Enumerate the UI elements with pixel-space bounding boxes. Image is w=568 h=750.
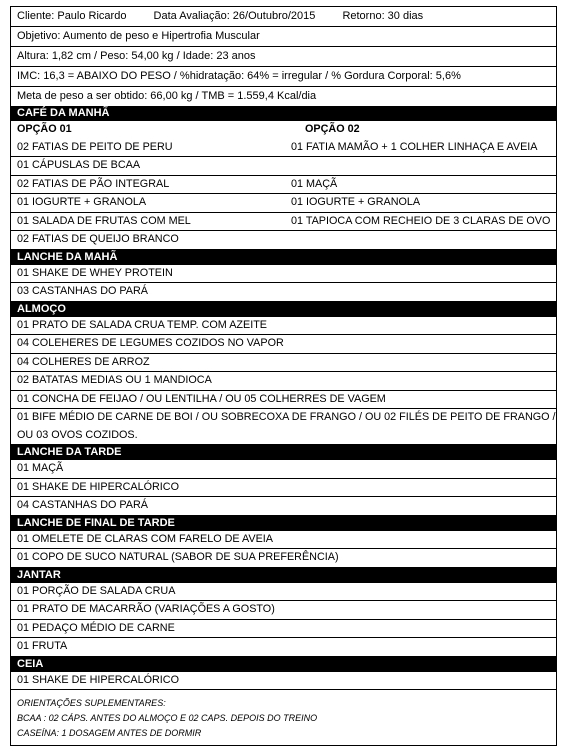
section-lanche-final-header: LANCHE DE FINAL DE TARDE — [11, 516, 556, 531]
cafe-option-2-item: 01 MAÇÃ — [291, 177, 338, 190]
section-jantar-header: JANTAR — [11, 568, 556, 583]
cafe-row — [11, 157, 556, 176]
measurements-row: Altura: 1,82 cm / Peso: 54,00 kg / Idade: 23 anos — [11, 47, 556, 67]
list-item: 03 CASTANHAS DO PARÁ — [11, 283, 556, 302]
diet-plan-frame — [10, 6, 557, 746]
imc-row: IMC: 16,3 = ABAIXO DO PESO / %hidratação: 64% = irregular / % Gordura Corporal: 5,6% — [11, 67, 556, 87]
list-item: 01 SHAKE DE HIPERCALÓRICO — [11, 479, 556, 498]
section-lanche-manha-header: LANCHE DA MAHÃ — [11, 250, 556, 265]
cafe-option-2-item: 01 FATIA MAMÃO + 1 COLHER LINHAÇA E AVEIA — [291, 140, 538, 153]
cafe-option-1-item: 01 IOGURTE + GRANOLA — [17, 196, 147, 208]
goal-row: Meta de peso a ser obtido: 66,00 kg / TMB = 1.559,4 Kcal/dia — [17, 90, 317, 102]
section-lanche-tarde-header: LANCHE DA TARDE — [11, 445, 556, 460]
option-2-label: OPÇÃO 02 — [305, 123, 360, 135]
cafe-option-1-item: 01 CÁPUSLAS DE BCAA — [17, 159, 141, 171]
list-item: 01 OMELETE DE CLARAS COM FARELO DE AVEIA — [11, 531, 556, 550]
list-item: 01 PEDAÇO MÉDIO DE CARNE — [11, 620, 556, 639]
list-item: 01 BIFE MÉDIO DE CARNE DE BOI / OU SOBRECOXA DE FRANGO / OU 02 FILÉS DE PEITO DE FRANGO / — [17, 411, 556, 423]
section-almoco-header: ALMOÇO — [11, 302, 556, 317]
cafe-option-1-item: 02 FATIAS DE PÃO INTEGRAL — [17, 177, 170, 190]
list-item: 01 CONCHA DE FEIJAO / OU LENTILHA / OU 05 COLHERRES DE VAGEM — [11, 391, 556, 410]
section-ceia-header: CEIA — [11, 657, 556, 672]
notes-line: BCAA : 02 CÁPS. ANTES DO ALMOÇO E 02 CAPS. DEPOIS DO TREINO — [17, 713, 318, 723]
cafe-row — [11, 176, 556, 195]
section-cafe-header: CAFÉ DA MANHÃ — [11, 106, 556, 121]
list-item: 02 BATATAS MEDIAS OU 1 MANDIOCA — [11, 372, 556, 391]
list-item: 01 COPO DE SUCO NATURAL (SABOR DE SUA PREFERÊNCIA) — [11, 549, 556, 568]
list-item: 04 COLHERES DE ARROZ — [11, 354, 556, 373]
list-item: 01 SHAKE DE WHEY PROTEIN — [11, 265, 556, 284]
list-item: 01 SHAKE DE HIPERCALÓRICO — [11, 672, 556, 691]
list-item: 01 PRATO DE MACARRÃO (VARIAÇÕES A GOSTO) — [11, 601, 556, 620]
list-item: 04 CASTANHAS DO PARÁ — [11, 497, 556, 516]
list-item: 04 COLEHERES DE LEGUMES COZIDOS NO VAPOR — [11, 335, 556, 354]
cafe-row — [11, 231, 556, 250]
list-item: OU 03 OVOS COZIDOS. — [11, 427, 556, 446]
objective-row: Objetivo: Aumento de peso e Hipertrofia Muscular — [11, 27, 556, 47]
cafe-option-1-item: 02 FATIAS DE PEITO DE PERU — [17, 140, 173, 153]
cafe-option-2-item: 01 TAPIOCA COM RECHEIO DE 3 CLARAS DE OVO — [291, 214, 551, 227]
cafe-options-header — [11, 121, 556, 139]
list-item: 01 MAÇÃ — [11, 460, 556, 479]
supplement-notes — [11, 690, 556, 745]
cafe-option-2-item — [287, 231, 556, 249]
notes-title: ORIENTAÇÕES SUPLEMENTARES: — [17, 698, 166, 708]
cafe-row — [11, 213, 556, 232]
client-name: Cliente: Paulo Ricardo — [17, 10, 127, 22]
client-info-row — [11, 7, 556, 27]
cafe-row — [11, 194, 556, 213]
cafe-option-1-item: 01 SALADA DE FRUTAS COM MEL — [17, 214, 191, 227]
notes-line: CASEÍNA: 1 DOSAGEM ANTES DE DORMIR — [17, 728, 202, 738]
evaluation-date: Data Avaliação: 26/Outubro/2015 — [153, 10, 316, 22]
return-period: Retorno: 30 dias — [342, 10, 424, 22]
cafe-option-2-item — [287, 157, 556, 175]
list-item: 01 PORÇÃO DE SALADA CRUA — [11, 583, 556, 602]
list-item: 01 PRATO DE SALADA CRUA TEMP. COM AZEITE — [11, 317, 556, 336]
cafe-option-2-item: 01 IOGURTE + GRANOLA — [291, 196, 421, 208]
list-item: 01 FRUTA — [11, 638, 556, 657]
option-1-label: OPÇÃO 01 — [17, 123, 72, 135]
cafe-option-1-item: 02 FATIAS DE QUEIJO BRANCO — [17, 233, 179, 245]
cafe-row — [11, 139, 556, 158]
